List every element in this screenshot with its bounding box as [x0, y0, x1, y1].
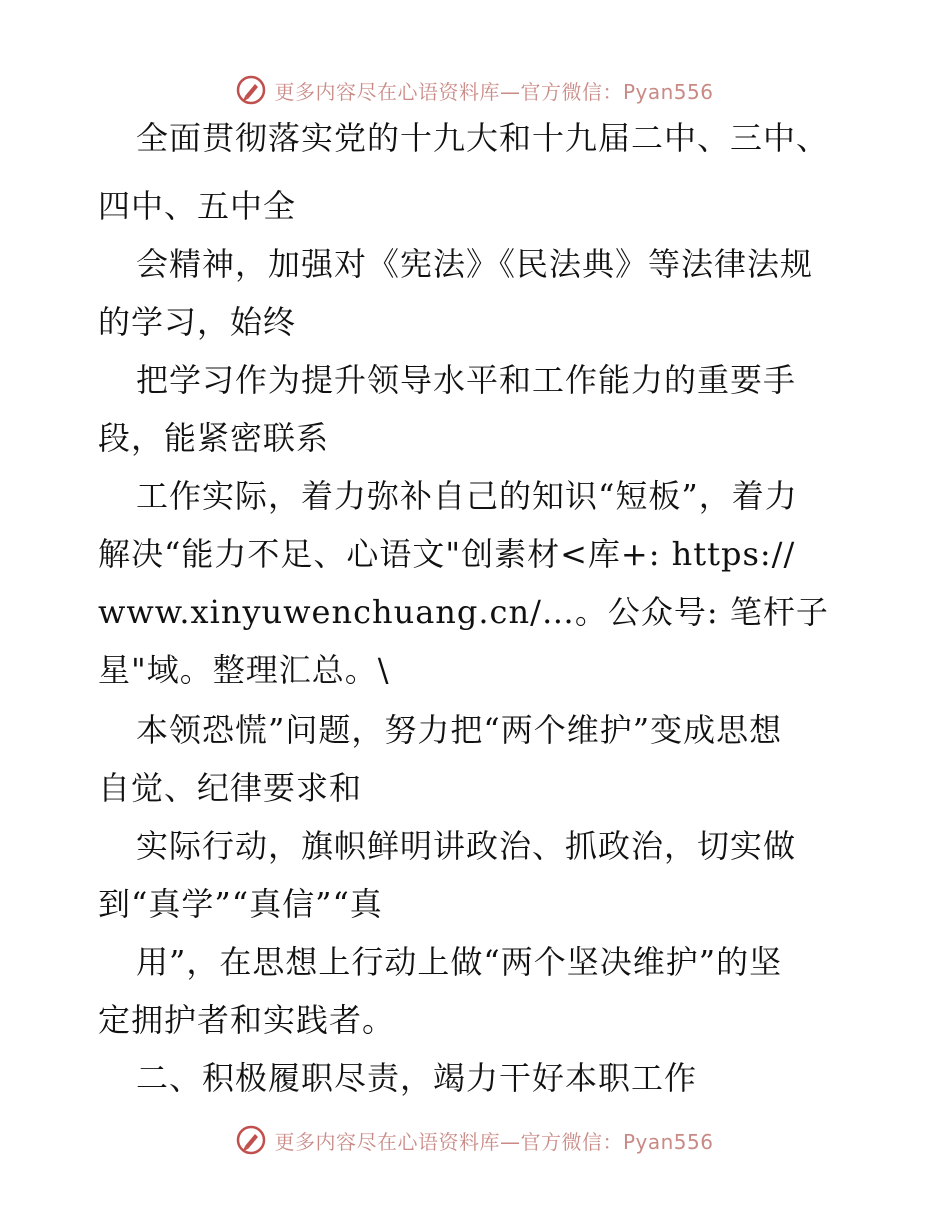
- text-line: 解决“能力不足、心语文"创素材<库+: https://: [98, 535, 796, 573]
- text-line: 段，能紧密联系: [98, 419, 330, 457]
- text-line: 工作实际，着力弥补自己的知识“短板”，着力: [136, 477, 798, 515]
- watermark-text: 更多内容尽在心语资料库—官方微信：Pyan556: [274, 79, 714, 104]
- text-line: www.xinyuwenchuang.cn/…。公众号: 笔杆子: [98, 593, 829, 631]
- text-line: 把学习作为提升领导水平和工作能力的重要手: [136, 361, 797, 399]
- text-line: 定拥护者和实践者。: [98, 1001, 396, 1039]
- footer-watermark: [0, 1122, 950, 1158]
- text-line: 用”，在思想上行动上做“两个坚决维护”的坚: [136, 943, 783, 981]
- watermark-text: 更多内容尽在心语资料库—官方微信：Pyan556: [274, 1129, 714, 1154]
- pen-logo-icon: [236, 75, 266, 105]
- text-line: 四中、五中全: [98, 187, 297, 225]
- text-line: 实际行动，旗帜鲜明讲政治、抓政治，切实做: [136, 827, 797, 865]
- text-line: 到“真学”“真信”“真: [98, 885, 383, 923]
- text-line: 全面贯彻落实党的十九大和十九届二中、三中、: [136, 119, 830, 157]
- section-heading: 二、积极履职尽责，竭力干好本职工作: [136, 1059, 698, 1097]
- header-watermark: [0, 72, 950, 108]
- text-line: 会精神，加强对《宪法》《民法典》等法律法规: [136, 245, 814, 283]
- pen-logo-icon: [236, 1125, 266, 1155]
- text-line: 自觉、纪律要求和: [98, 769, 363, 807]
- text-line: 星"域。整理汇总。\: [98, 651, 390, 689]
- text-line: 的学习，始终: [98, 303, 297, 341]
- text-line: 本领恐慌”问题，努力把“两个维护”变成思想: [136, 711, 783, 749]
